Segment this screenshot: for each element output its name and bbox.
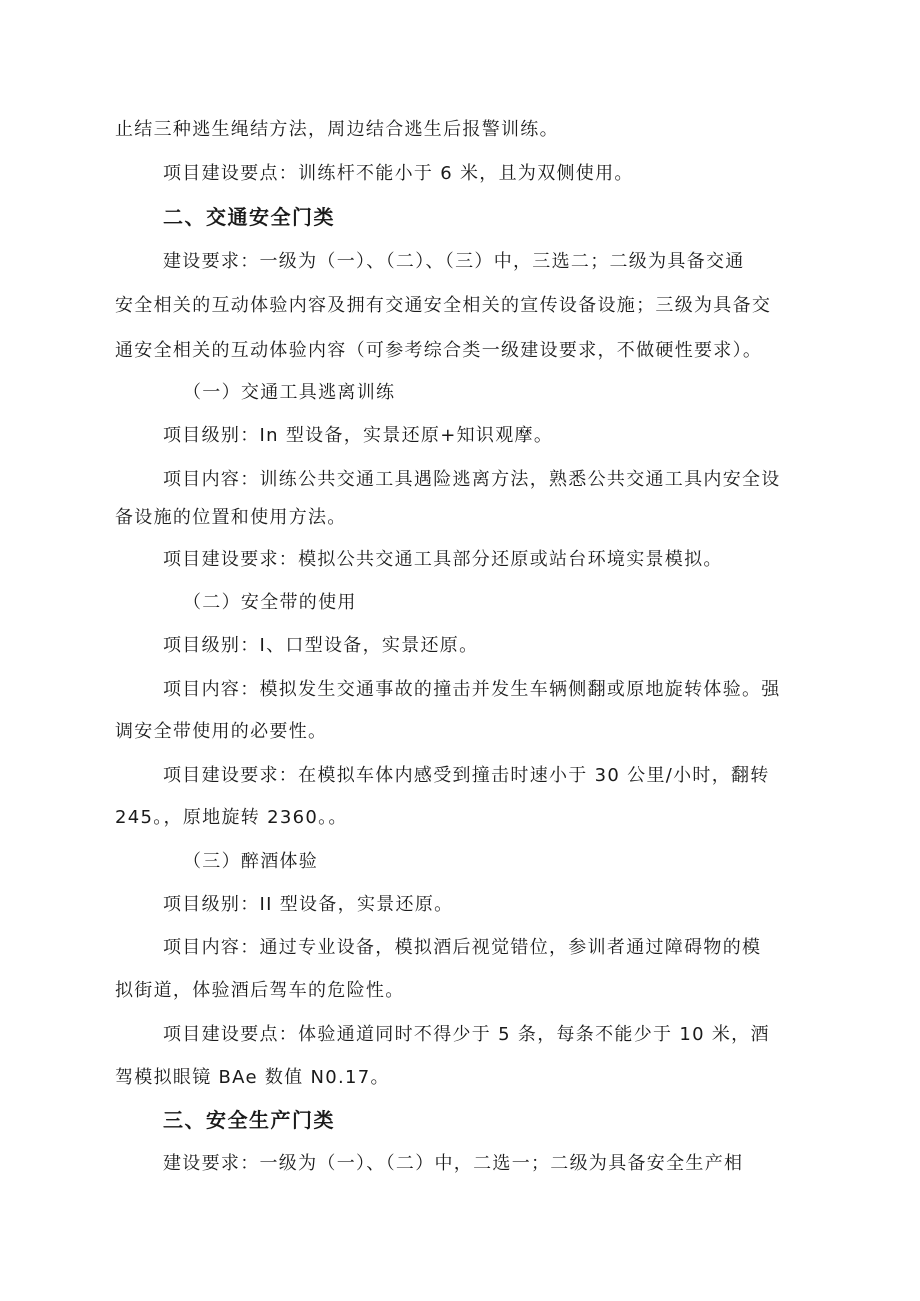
paragraph-line: 项目级别：I、口型设备，实景还原。 [163, 635, 479, 656]
paragraph-line: 项目级别：II 型设备，实景还原。 [163, 894, 454, 915]
paragraph-line: 项目建设要点：训练杆不能小于 6 米，且为双侧使用。 [163, 163, 634, 184]
subsection-heading: （三）醉酒体验 [183, 851, 319, 872]
paragraph-line: 建设要求：一级为（一）、（二）、（三）中，三选二；二级为具备交通 [163, 251, 745, 272]
paragraph-line: 止结三种逃生绳结方法，周边结合逃生后报警训练。 [115, 119, 559, 140]
paragraph-line: 建设要求：一级为（一）、（二）中，二选一；二级为具备安全生产相 [163, 1153, 744, 1174]
paragraph-line: 备设施的位置和使用方法。 [115, 507, 347, 528]
subsection-heading: （一）交通工具逃离训练 [183, 382, 396, 403]
paragraph-line: 驾模拟眼镜 BAe 数值 N0.17。 [115, 1067, 390, 1088]
paragraph-line: 项目内容：通过专业设备，模拟酒后视觉错位，参训者通过障碍物的模 [163, 937, 762, 958]
paragraph-line: 安全相关的互动体验内容及拥有交通安全相关的宣传设备设施；三级为具备交 [115, 295, 772, 316]
paragraph-line: 通安全相关的互动体验内容（可参考综合类一级建设要求，不做硬性要求）。 [115, 340, 763, 361]
paragraph-line: 项目内容：训练公共交通工具遇险逃离方法，熟悉公共交通工具内安全设 [163, 469, 781, 490]
paragraph-line: 项目级别：In 型设备，实景还原+知识观摩。 [163, 425, 554, 446]
paragraph-line: 调安全带使用的必要性。 [115, 721, 328, 742]
section-heading: 三、安全生产门类 [163, 1108, 335, 1132]
paragraph-line: 拟街道，体验酒后驾车的危险性。 [115, 980, 405, 1001]
paragraph-line: 项目建设要求：模拟公共交通工具部分还原或站台环境实景模拟。 [163, 549, 723, 570]
paragraph-line: 245。，原地旋转 2360。。 [115, 807, 348, 828]
paragraph-line: 项目内容：模拟发生交通事故的撞击并发生车辆侧翻或原地旋转体验。强 [163, 679, 781, 700]
subsection-heading: （二）安全带的使用 [183, 592, 357, 613]
paragraph-line: 项目建设要点：体验通道同时不得少于 5 条，每条不能少于 10 米，酒 [163, 1024, 770, 1045]
section-heading: 二、交通安全门类 [163, 205, 335, 229]
paragraph-line: 项目建设要求：在模拟车体内感受到撞击时速小于 30 公里/小时，翻转 [163, 765, 770, 786]
